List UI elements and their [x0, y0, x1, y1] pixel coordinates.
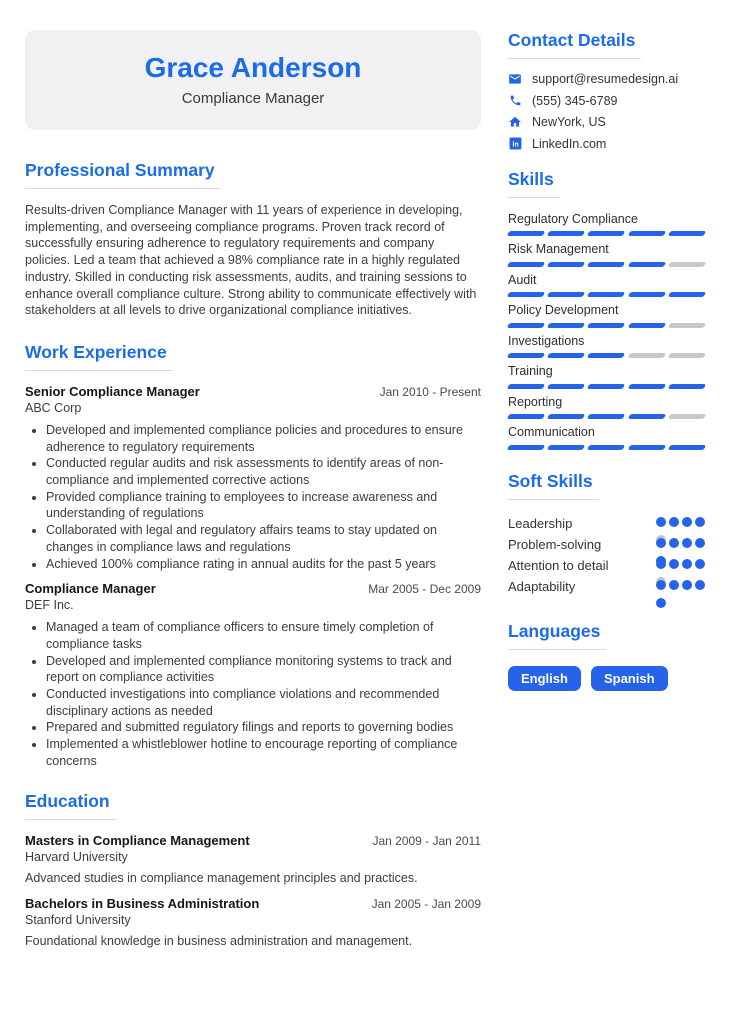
- skill-level-bar: [508, 292, 705, 297]
- language-badge: English: [508, 666, 581, 691]
- contact-value: NewYork, US: [532, 115, 606, 129]
- job-entry: [25, 384, 481, 572]
- job-bullet: • Collaborated with legal and regulatory affairs teams to stay updated on changes in compliance laws and regulations: [46, 522, 481, 555]
- soft-skill-name: Problem-solving: [508, 536, 602, 552]
- contact-item: [508, 72, 705, 86]
- education-header: [25, 896, 481, 911]
- job-list: [25, 384, 481, 770]
- languages-heading: Languages: [508, 621, 606, 650]
- skill-item: [508, 424, 705, 450]
- bar-segment-filled: [507, 231, 546, 236]
- language-badge: Spanish: [591, 666, 668, 691]
- dot-filled: [695, 559, 705, 569]
- bar-segment-empty: [667, 353, 706, 358]
- soft-skill-name: Adaptability: [508, 578, 576, 594]
- job-bullet: • Prepared and submitted regulatory filings and reports to governing bodies: [46, 719, 481, 736]
- education-dates: Jan 2009 - Jan 2011: [372, 833, 481, 848]
- school-name: Harvard University: [25, 849, 128, 864]
- skill-item: [508, 211, 705, 237]
- education-description: Advanced studies in compliance management principles and practices.: [25, 870, 418, 885]
- email-icon: [508, 72, 522, 86]
- soft-skills-heading: Soft Skills: [508, 471, 599, 500]
- dot-filled: [682, 517, 692, 527]
- bar-segment-filled: [547, 292, 586, 297]
- job-bullet: • Developed and implemented compliance policies and procedures to ensure adherence to regulatory requirements: [46, 422, 481, 455]
- contact-value: (555) 345-6789: [532, 93, 618, 108]
- skill-item: [508, 394, 705, 420]
- header-card: [25, 30, 481, 130]
- bar-segment-filled: [507, 353, 546, 358]
- soft-skill-dots: [656, 576, 705, 597]
- education-list: [25, 833, 481, 948]
- soft-skill-list: [508, 513, 705, 597]
- dot-filled: [682, 559, 692, 569]
- section-education: [25, 791, 481, 948]
- skill-name: Communication: [508, 425, 595, 439]
- skill-item: [508, 302, 705, 328]
- job-company: ABC Corp: [25, 400, 82, 415]
- bar-segment-filled: [507, 262, 546, 267]
- section-soft-skills: [508, 471, 705, 597]
- job-bullet: • Achieved 100% compliance rating in annual audits for the past 5 years: [46, 556, 481, 573]
- bar-segment-filled: [627, 445, 666, 450]
- skill-level-bar: [508, 445, 705, 450]
- job-header: [25, 384, 481, 399]
- skill-list: [508, 211, 705, 450]
- bar-segment-filled: [587, 353, 626, 358]
- dot-filled: [669, 517, 679, 527]
- section-professional-summary: [25, 160, 481, 319]
- phone-icon: [508, 94, 522, 108]
- dot-filled: [656, 538, 666, 548]
- skill-level-bar: [508, 231, 705, 236]
- skill-item: [508, 363, 705, 389]
- job-dates: Jan 2010 - Present: [379, 384, 481, 399]
- skill-name: Regulatory Compliance: [508, 211, 638, 226]
- skill-level-bar: [508, 262, 705, 267]
- school-name: Stanford University: [25, 912, 131, 927]
- bar-segment-filled: [667, 445, 706, 450]
- soft-skill-name: Attention to detail: [508, 557, 609, 573]
- degree-title: Bachelors in Business Administration: [25, 895, 260, 911]
- soft-skill-name: Leadership: [508, 515, 573, 531]
- bar-segment-filled: [507, 414, 546, 419]
- job-bullet: • Developed and implemented compliance monitoring systems to track and report on compliance activities: [46, 653, 481, 686]
- dot-filled: [682, 580, 692, 590]
- job-dates: Mar 2005 - Dec 2009: [368, 582, 481, 597]
- skill-name: Training: [508, 364, 553, 378]
- bar-segment-filled: [507, 445, 546, 450]
- bar-segment-filled: [507, 384, 546, 389]
- bar-segment-empty: [667, 262, 706, 267]
- bar-segment-filled: [547, 353, 586, 358]
- dot-filled: [656, 517, 666, 527]
- section-skills: [508, 169, 705, 450]
- dot-filled: [669, 580, 679, 590]
- job-bullet-list: [25, 619, 481, 769]
- work-heading: Work Experience: [25, 342, 173, 371]
- bar-segment-filled: [627, 384, 666, 389]
- contact-item: [508, 115, 705, 129]
- job-bullet: • Conducted regular audits and risk assessments to identify areas of non-compliance and implemented corrective actions: [46, 455, 481, 488]
- job-bullet: • Managed a team of compliance officers to ensure timely completion of compliance tasks: [46, 619, 481, 652]
- job-bullet: • Provided compliance training to employees to increase awareness and understanding of regulations: [46, 489, 481, 522]
- bar-segment-filled: [587, 292, 626, 297]
- education-entry: [25, 833, 481, 885]
- section-languages: [508, 621, 705, 691]
- person-title: Compliance Manager: [181, 90, 325, 107]
- job-title: Compliance Manager: [25, 581, 156, 597]
- dot-filled: [669, 538, 679, 548]
- education-description: Foundational knowledge in business administration and management.: [25, 933, 413, 948]
- bar-segment-filled: [547, 384, 586, 389]
- skill-item: [508, 272, 705, 298]
- bar-segment-filled: [627, 414, 666, 419]
- home-icon: [508, 115, 522, 129]
- bar-segment-filled: [547, 445, 586, 450]
- job-company: DEF Inc.: [25, 598, 74, 613]
- bar-segment-filled: [587, 384, 626, 389]
- skill-name: Reporting: [508, 394, 563, 409]
- bar-segment-filled: [627, 231, 666, 236]
- skills-heading: Skills: [508, 169, 560, 198]
- skill-name: Policy Development: [508, 303, 619, 317]
- bar-segment-filled: [507, 323, 546, 328]
- bar-segment-filled: [547, 323, 586, 328]
- bar-segment-filled: [587, 445, 626, 450]
- education-dates: Jan 2005 - Jan 2009: [371, 896, 481, 911]
- contact-heading: Contact Details: [508, 30, 641, 59]
- bar-segment-filled: [587, 414, 626, 419]
- soft-skill-item: [508, 534, 705, 555]
- skill-item: [508, 333, 705, 359]
- dot-filled: [669, 559, 679, 569]
- skill-level-bar: [508, 353, 705, 358]
- skill-name: Risk Management: [508, 242, 609, 256]
- linkedin-icon: [508, 137, 522, 151]
- soft-skill-dots: [656, 534, 705, 555]
- bar-segment-filled: [547, 414, 586, 419]
- language-badge-list: [508, 666, 705, 691]
- job-bullet-list: [25, 422, 481, 572]
- bar-segment-empty: [667, 323, 706, 328]
- svg-text:in: in: [511, 141, 519, 149]
- bar-segment-filled: [587, 262, 626, 267]
- dot-filled: [695, 580, 705, 590]
- job-bullet: • Conducted investigations into compliance violations and recommended disciplinary actions as needed: [46, 686, 481, 719]
- soft-skill-item: [508, 555, 705, 576]
- bar-segment-filled: [547, 262, 586, 267]
- skill-name: Audit: [508, 272, 537, 287]
- skill-item: [508, 241, 705, 267]
- bar-segment-filled: [627, 292, 666, 297]
- skill-name: Investigations: [508, 333, 585, 348]
- bar-segment-filled: [587, 323, 626, 328]
- dot-filled: [656, 559, 666, 569]
- person-name: Grace Anderson: [144, 52, 362, 83]
- contact-value[interactable]: LinkedIn.com: [532, 136, 607, 151]
- contact-item: [508, 137, 705, 151]
- dot-filled: [695, 538, 705, 548]
- summary-heading: Professional Summary: [25, 160, 221, 189]
- bar-segment-filled: [547, 231, 586, 236]
- job-bullet: • Implemented a whistleblower hotline to encourage reporting of compliance concerns: [46, 736, 481, 769]
- soft-skill-dots: [656, 555, 705, 576]
- bar-segment-empty: [667, 414, 706, 419]
- soft-skill-item: [508, 576, 705, 597]
- contact-value[interactable]: support@resumedesign.ai: [532, 72, 679, 86]
- job-title: Senior Compliance Manager: [25, 383, 200, 399]
- section-work-experience: [25, 342, 481, 770]
- skill-level-bar: [508, 323, 705, 328]
- section-contact-details: [508, 30, 705, 151]
- bar-segment-empty: [627, 353, 666, 358]
- dot-filled: [695, 517, 705, 527]
- bar-segment-filled: [667, 231, 706, 236]
- education-heading: Education: [25, 791, 116, 820]
- soft-skill-dots: [656, 513, 705, 534]
- dot-filled: [656, 580, 666, 590]
- job-header: [25, 581, 481, 596]
- dot-filled: [682, 538, 692, 548]
- skill-level-bar: [508, 384, 705, 389]
- contact-item: [508, 94, 705, 108]
- bar-segment-filled: [627, 323, 666, 328]
- education-entry: [25, 896, 481, 948]
- bar-segment-filled: [667, 292, 706, 297]
- degree-title: Masters in Compliance Management: [25, 832, 250, 848]
- skill-level-bar: [508, 414, 705, 419]
- bar-segment-filled: [507, 292, 546, 297]
- main-column: [25, 30, 481, 1024]
- bar-segment-filled: [667, 384, 706, 389]
- bar-segment-filled: [627, 262, 666, 267]
- summary-text: Results-driven Compliance Manager with 11 years of experience in developing, implementing, and overseeing compliance programs. Proven track record of successfully ensuring adherence to regulatory requirements and company policies. Led a team that achieved a 98% compliance rate in a highly regulated industry. Skilled in conducting risk assessments, audits, and training sessions to enhance overall compliance culture. Strong ability to communicate effectively with stakeholders at all levels to drive organizational compliance initiatives.: [25, 203, 477, 318]
- bar-segment-filled: [587, 231, 626, 236]
- contact-list: [508, 72, 705, 151]
- job-entry: [25, 581, 481, 769]
- soft-skill-item: [508, 513, 705, 534]
- education-header: [25, 833, 481, 848]
- sidebar-column: [508, 30, 705, 1024]
- dot-filled: [656, 598, 666, 608]
